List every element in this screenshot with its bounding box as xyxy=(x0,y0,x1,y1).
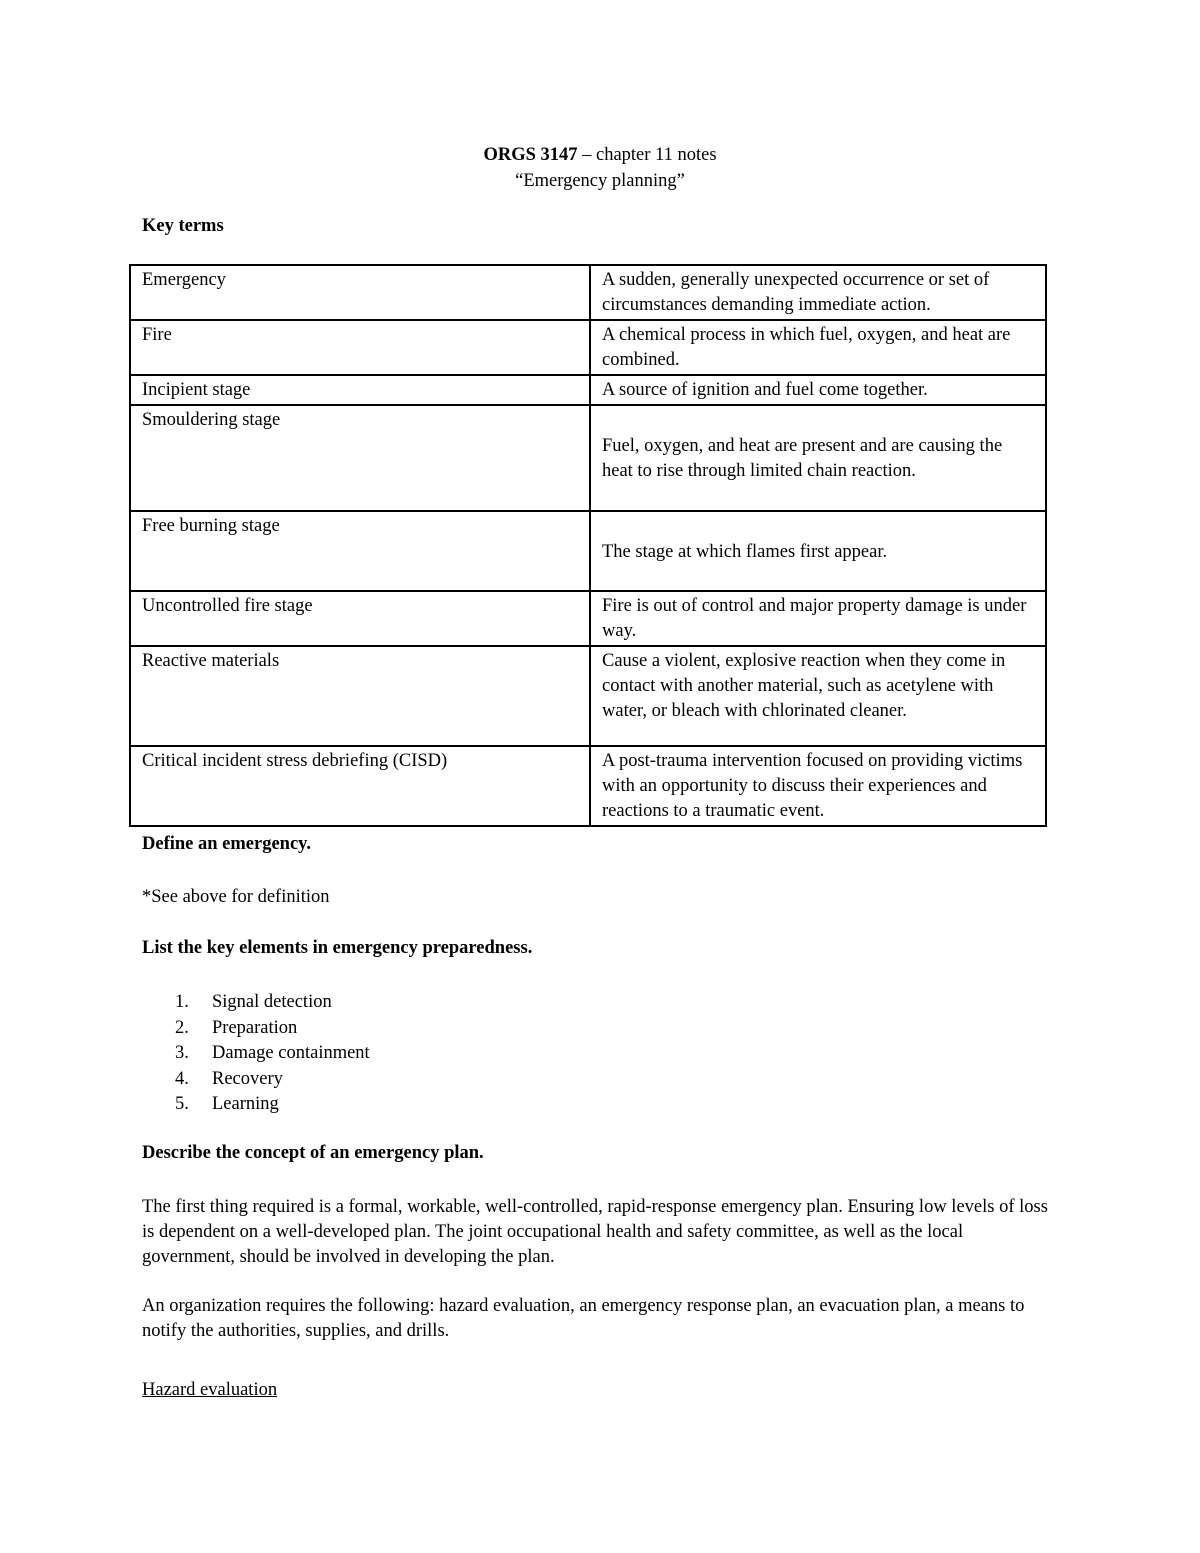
concept-heading: Describe the concept of an emergency plan. xyxy=(142,1143,484,1163)
list-item xyxy=(142,1092,370,1118)
document-title xyxy=(0,142,1200,194)
definition-cell: A post-trauma intervention focused on providing victims with an opportunity to discuss their experiences and reactions to a traumatic event. xyxy=(590,746,1046,826)
term-cell: Free burning stage xyxy=(130,511,590,591)
term-cell: Reactive materials xyxy=(130,646,590,746)
table-row xyxy=(130,746,1046,826)
list-item xyxy=(142,1016,370,1042)
definition-cell: Fuel, oxygen, and heat are present and are causing the heat to rise through limited chain reaction. xyxy=(590,405,1046,511)
define-heading: Define an emergency. xyxy=(142,834,312,854)
list-item xyxy=(142,1041,370,1067)
course-code: ORGS 3147 xyxy=(483,145,578,165)
definition-cell: A chemical process in which fuel, oxygen, and heat are combined. xyxy=(590,320,1046,375)
hazard-evaluation-subheading: Hazard evaluation xyxy=(142,1380,278,1400)
table-row xyxy=(130,511,1046,591)
table-row xyxy=(130,646,1046,746)
table-row xyxy=(130,265,1046,320)
list-number: 1. xyxy=(175,992,189,1012)
term-cell: Smouldering stage xyxy=(130,405,590,511)
key-terms-heading: Key terms xyxy=(142,216,224,236)
list-text: Signal detection xyxy=(212,992,332,1012)
term-cell: Critical incident stress debriefing (CISD) xyxy=(130,746,590,826)
definition-cell: The stage at which flames first appear. xyxy=(590,511,1046,591)
list-number: 2. xyxy=(175,1017,189,1038)
title-line xyxy=(0,142,1200,168)
list-text: Preparation xyxy=(212,1017,298,1038)
list-item xyxy=(142,1067,370,1093)
table-row xyxy=(130,405,1046,511)
definition-cell: Cause a violent, explosive reaction when they come in contact with another material, such as acetylene with water, or bleach with chlorinated cleaner. xyxy=(590,646,1046,746)
list-number: 3. xyxy=(175,1043,189,1063)
list-text: Recovery xyxy=(212,1068,283,1089)
term-cell: Fire xyxy=(130,320,590,375)
define-answer: *See above for definition xyxy=(142,887,330,907)
definition-cell: Fire is out of control and major property damage is under way. xyxy=(590,591,1046,646)
table-row xyxy=(130,375,1046,405)
title-subtitle: “Emergency planning” xyxy=(515,171,685,191)
term-cell: Uncontrolled fire stage xyxy=(130,591,590,646)
table-row xyxy=(130,320,1046,375)
elements-list xyxy=(142,990,370,1118)
title-rest: – chapter 11 notes xyxy=(577,145,717,165)
table-row xyxy=(130,591,1046,646)
term-cell: Emergency xyxy=(130,265,590,320)
list-text: Learning xyxy=(212,1094,279,1114)
key-terms-table xyxy=(129,264,1047,827)
list-number: 4. xyxy=(175,1068,189,1089)
list-text: Damage containment xyxy=(212,1043,370,1063)
elements-heading: List the key elements in emergency preparedness. xyxy=(142,938,533,958)
list-number: 5. xyxy=(175,1094,189,1114)
concept-paragraph-2: An organization requires the following: hazard evaluation, an emergency response plan, an evacuation plan, a means to notify the authorities, supplies, and drills. xyxy=(142,1296,1025,1341)
definition-cell: A source of ignition and fuel come together. xyxy=(590,375,1046,405)
term-cell: Incipient stage xyxy=(130,375,590,405)
concept-paragraph-1: The first thing required is a formal, workable, well-controlled, rapid-response emergency plan. Ensuring low levels of loss is dependent on a well-developed plan. The joint occupational health and safety committee, as well as the local government, should be involved in developing the plan. xyxy=(142,1197,1048,1267)
definition-cell: A sudden, generally unexpected occurrence or set of circumstances demanding immediate action. xyxy=(590,265,1046,320)
list-item xyxy=(142,990,370,1016)
